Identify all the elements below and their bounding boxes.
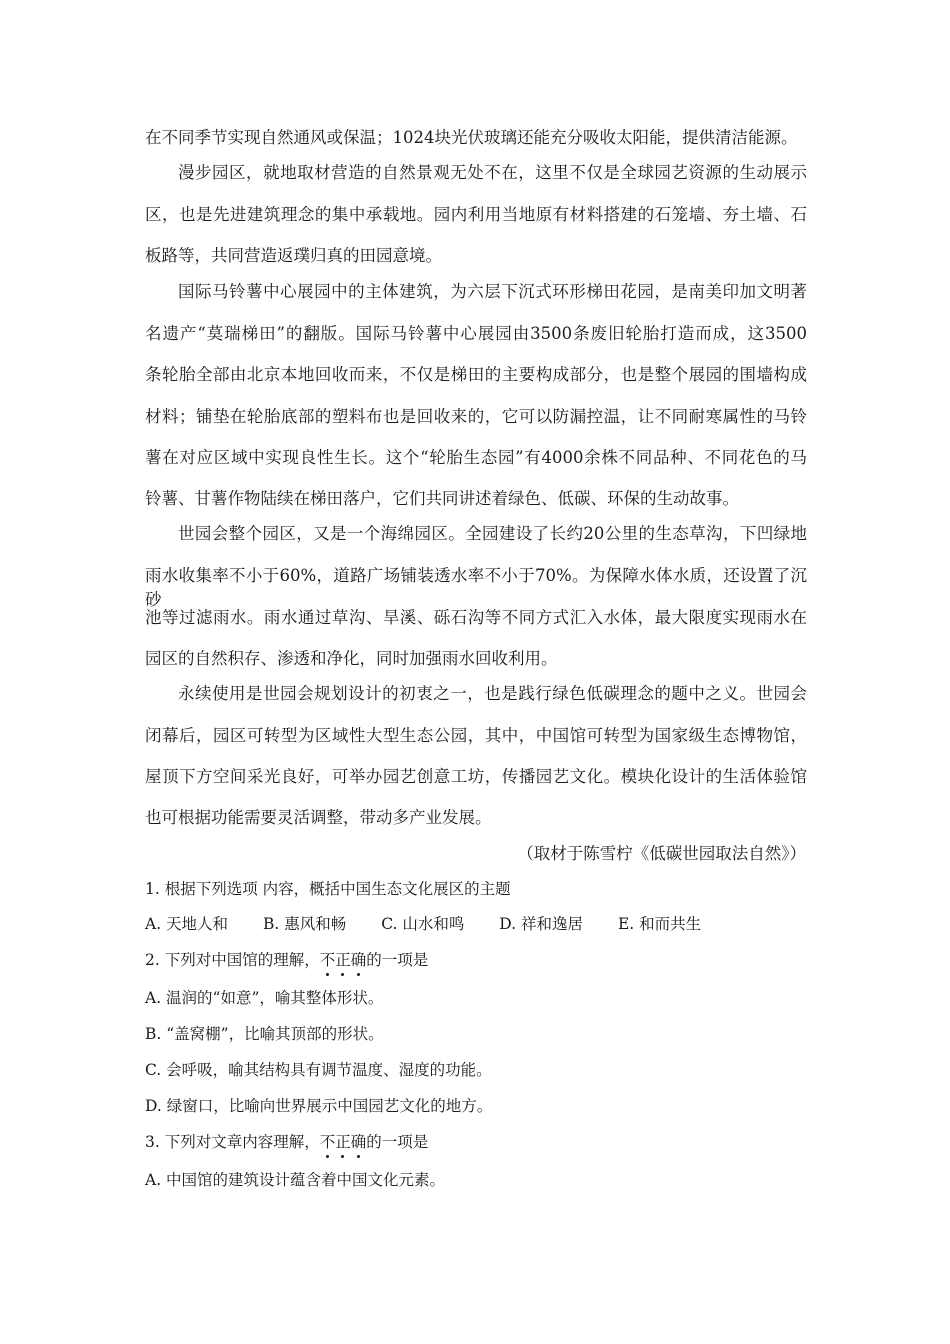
- option-e: E. 和而共生: [617, 915, 702, 933]
- stem-text: 2. 下列对中国馆的理解，: [145, 951, 320, 969]
- question-1-stem: 1. 根据下列选项 内容，概括中国生态文化展区的主题: [145, 880, 511, 898]
- paragraph-line: 名遗产“莫瑞梯田”的翻版。国际马铃薯中心展园由3500条废旧轮胎打造而成，这3500: [145, 324, 807, 343]
- paragraph-line: 园区的自然积存、渗透和净化，同时加强雨水回收利用。: [145, 649, 558, 668]
- stem-text: 的一项是: [366, 1133, 429, 1151]
- paragraph-line: 屋顶下方空间采光良好，可举办园艺创意工坊，传播园艺文化。模块化设计的生活体验馆: [145, 767, 807, 786]
- paragraph-line: 薯在对应区域中实现良性生长。这个“轮胎生态园”有4000余株不同品种、不同花色的马: [145, 448, 807, 467]
- question-2-option-d: D. 绿窗口，比喻向世界展示中国园艺文化的地方。: [145, 1097, 493, 1115]
- emphasis-char: 确: [350, 951, 367, 969]
- question-2-option-a: A. 温润的“如意”，喻其整体形状。: [145, 989, 384, 1007]
- paragraph-line: 国际马铃薯中心展园中的主体建筑，为六层下沉式环形梯田花园，是南美印加文明著: [178, 282, 807, 301]
- question-2-option-b: B. “盖窝棚”，比喻其顶部的形状。: [145, 1025, 384, 1043]
- paragraph-line: 也可根据功能需要灵活调整，带动多产业发展。: [145, 808, 492, 827]
- paragraph-line: 在不同季节实现自然通风或保温；1024块光伏玻璃还能充分吸收太阳能，提供清洁能源。: [145, 128, 798, 147]
- stem-text: 3. 下列对文章内容理解，: [145, 1133, 320, 1151]
- paragraph-line: 池等过滤雨水。雨水通过草沟、旱溪、砾石沟等不同方式汇入水体，最大限度实现雨水在: [145, 608, 807, 627]
- question-3-option-a: A. 中国馆的建筑设计蕴含着中国文化元素。: [145, 1171, 446, 1189]
- question-3-stem: [145, 1130, 807, 1154]
- option-a: A. 天地人和: [145, 915, 229, 933]
- paragraph-line: 永续使用是世园会规划设计的初衷之一，也是践行绿色低碳理念的题中之义。世园会: [178, 684, 807, 703]
- emphasis-char: 正: [335, 951, 351, 969]
- option-d: D. 祥和逸居: [499, 915, 584, 933]
- paragraph-line: 铃薯、甘薯作物陆续在梯田落户，它们共同讲述着绿色、低碳、环保的生动故事。: [145, 489, 739, 508]
- question-2-option-c: C. 会呼吸，喻其结构具有调节温度、湿度的功能。: [145, 1061, 492, 1079]
- paragraph-line: 闭幕后，园区可转型为区域性大型生态公园，其中，中国馆可转型为国家级生态博物馆，: [145, 726, 807, 745]
- emphasis-char: 不: [319, 1133, 336, 1151]
- option-c: C. 山水和鸣: [381, 915, 465, 933]
- paragraph-line: 雨水收集率不小于60%，道路广场铺装透水率不小于70%。为保障水体水质，还设置了沉砂: [145, 566, 807, 609]
- paragraph-line: 材料；铺垫在轮胎底部的塑料布也是回收来的，它可以防漏控温，让不同耐寒属性的马铃: [145, 407, 807, 426]
- emphasis-char: 确: [350, 1133, 367, 1151]
- stem-text: 的一项是: [366, 951, 429, 969]
- source-citation: （取材于陈雪柠《低碳世园取法自然》）: [517, 844, 806, 863]
- question-2-stem: [145, 948, 807, 972]
- paragraph-line: 漫步园区，就地取材营造的自然景观无处不在，这里不仅是全球园艺资源的生动展示: [178, 163, 807, 182]
- question-1-options: [145, 912, 807, 936]
- option-b: B. 惠风和畅: [263, 915, 347, 933]
- paragraph-line: 世园会整个园区，又是一个海绵园区。全园建设了长约20公里的生态草沟，下凹绿地: [178, 524, 807, 543]
- paragraph-line: 条轮胎全部由北京本地回收而来，不仅是梯田的主要构成部分，也是整个展园的围墙构成: [145, 365, 807, 384]
- emphasis-char: 不: [319, 951, 336, 969]
- paragraph-line: 区，也是先进建筑理念的集中承载地。园内利用当地原有材料搭建的石笼墙、夯土墙、石: [145, 205, 807, 224]
- emphasis-char: 正: [335, 1133, 351, 1151]
- paragraph-line: 板路等，共同营造返璞归真的田园意境。: [145, 246, 442, 265]
